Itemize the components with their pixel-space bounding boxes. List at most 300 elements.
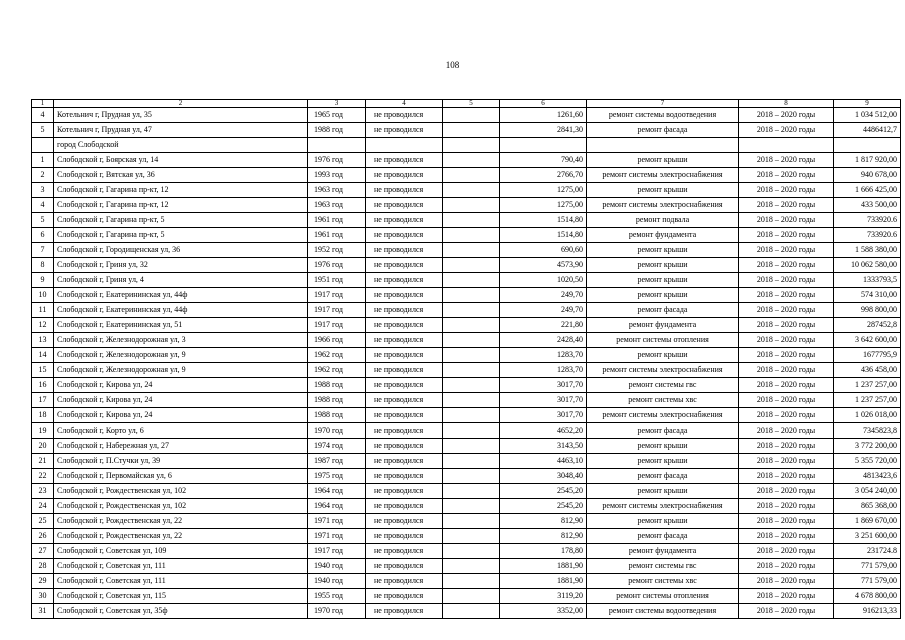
table-cell: 3 054 240,00	[834, 483, 901, 498]
table-cell: 2018 – 2020 годы	[739, 273, 834, 288]
table-cell	[443, 257, 500, 272]
column-number-header: 7	[587, 100, 739, 108]
table-cell: 1963 год	[308, 197, 366, 212]
table-cell: 1970 год	[308, 423, 366, 438]
table-cell: 1 869 670,00	[834, 513, 901, 528]
table-cell: 4463,10	[500, 453, 587, 468]
table-cell: Слободской г, Екатерининская ул, 51	[54, 318, 308, 333]
table-cell: 3 772 200,00	[834, 438, 901, 453]
table-cell: не проводился	[366, 288, 443, 303]
table-cell: 287452,8	[834, 318, 901, 333]
table-cell: ремонт системы электроснабжения	[587, 197, 739, 212]
table-cell: не проводился	[366, 513, 443, 528]
table-cell: 15	[32, 363, 54, 378]
table-cell	[739, 137, 834, 152]
table-cell: 1275,00	[500, 182, 587, 197]
table-cell: 1283,70	[500, 348, 587, 363]
table-cell: 3119,20	[500, 589, 587, 604]
table-cell: Слободской г, Екатерининская ул, 44ф	[54, 288, 308, 303]
table-cell: 1 026 018,00	[834, 408, 901, 423]
table-cell: ремонт системы электроснабжения	[587, 363, 739, 378]
table-cell: Слободской г, Советская ул, 111	[54, 573, 308, 588]
table-cell: Слободской г, Железнодорожная ул, 3	[54, 333, 308, 348]
table-cell	[366, 137, 443, 152]
table-cell: 2545,20	[500, 483, 587, 498]
table-row	[32, 273, 901, 288]
table-cell: 11	[32, 303, 54, 318]
table-cell: не проводился	[366, 333, 443, 348]
table-cell: 10 062 580,00	[834, 257, 901, 272]
column-number-header: 5	[443, 100, 500, 108]
table-cell: 1988 год	[308, 408, 366, 423]
table-cell: 690,60	[500, 242, 587, 257]
table-cell: не проводился	[366, 573, 443, 588]
table-cell: Слободской г, Кирова ул, 24	[54, 378, 308, 393]
table-cell: Слободской г, Советская ул, 111	[54, 558, 308, 573]
table-cell: Слободской г, Боярская ул, 14	[54, 152, 308, 167]
table-cell: 4	[32, 107, 54, 122]
table-cell: не проводился	[366, 212, 443, 227]
table-row	[32, 257, 901, 272]
table-cell: Слободской г, Кирова ул, 24	[54, 393, 308, 408]
table-cell: 2018 – 2020 годы	[739, 212, 834, 227]
table-cell	[443, 408, 500, 423]
table-row	[32, 498, 901, 513]
table-row	[32, 589, 901, 604]
table-row	[32, 604, 901, 619]
table-cell: ремонт системы отопления	[587, 589, 739, 604]
table-cell	[443, 348, 500, 363]
table-cell: 865 368,00	[834, 498, 901, 513]
table-cell: город Слободской	[54, 137, 308, 152]
table-cell: 1988 год	[308, 122, 366, 137]
table-cell: 31	[32, 604, 54, 619]
table-cell: 2018 – 2020 годы	[739, 227, 834, 242]
table-cell	[443, 528, 500, 543]
table-cell: 2018 – 2020 годы	[739, 483, 834, 498]
table-cell: 1955 год	[308, 589, 366, 604]
table-cell: ремонт системы водоотведения	[587, 604, 739, 619]
table-cell: 771 579,00	[834, 558, 901, 573]
table-cell: 2018 – 2020 годы	[739, 242, 834, 257]
table-row	[32, 152, 901, 167]
table-cell	[443, 107, 500, 122]
table-cell: 2018 – 2020 годы	[739, 513, 834, 528]
table-cell: ремонт фундамента	[587, 543, 739, 558]
table-cell: 1 817 920,00	[834, 152, 901, 167]
table-cell: 5	[32, 122, 54, 137]
table-cell: ремонт системы хвс	[587, 573, 739, 588]
table-cell: не проводился	[366, 107, 443, 122]
table-cell: 1514,80	[500, 227, 587, 242]
table-cell: 2	[32, 167, 54, 182]
table-cell: ремонт подвала	[587, 212, 739, 227]
table-cell: 3352,00	[500, 604, 587, 619]
table-cell: ремонт системы электроснабжения	[587, 408, 739, 423]
table-cell: Слободской г, Гагарина пр-кт, 12	[54, 197, 308, 212]
table-cell: 790,40	[500, 152, 587, 167]
table-cell: 1283,70	[500, 363, 587, 378]
table-cell: 1514,80	[500, 212, 587, 227]
table-cell	[443, 543, 500, 558]
table-row	[32, 423, 901, 438]
table-row	[32, 483, 901, 498]
table-row	[32, 182, 901, 197]
table-cell: ремонт фасада	[587, 303, 739, 318]
table-cell: 2018 – 2020 годы	[739, 589, 834, 604]
table-cell: 3143,50	[500, 438, 587, 453]
table-cell: не проводился	[366, 589, 443, 604]
table-cell: 1961 год	[308, 227, 366, 242]
table-cell: ремонт фундамента	[587, 227, 739, 242]
table-cell	[443, 573, 500, 588]
table-cell: 2766,70	[500, 167, 587, 182]
table-cell: 1 666 425,00	[834, 182, 901, 197]
table-cell: 2018 – 2020 годы	[739, 303, 834, 318]
table-cell: 1 237 257,00	[834, 393, 901, 408]
table-cell: 1974 год	[308, 438, 366, 453]
table-cell: 12	[32, 318, 54, 333]
table-cell: 20	[32, 438, 54, 453]
table-cell: не проводился	[366, 393, 443, 408]
table-cell	[443, 288, 500, 303]
table-cell	[443, 227, 500, 242]
table-cell: 2018 – 2020 годы	[739, 167, 834, 182]
table-cell: 1881,90	[500, 558, 587, 573]
table-cell: 231724.8	[834, 543, 901, 558]
table-row	[32, 393, 901, 408]
table-cell: 17	[32, 393, 54, 408]
table-cell: 178,80	[500, 543, 587, 558]
table-cell: Слободской г, Рождественская ул, 102	[54, 498, 308, 513]
table-cell: 1	[32, 152, 54, 167]
table-cell: 2018 – 2020 годы	[739, 528, 834, 543]
table-row	[32, 573, 901, 588]
table-cell: 13	[32, 333, 54, 348]
table-cell: 1917 год	[308, 288, 366, 303]
table-cell: 29	[32, 573, 54, 588]
table-cell	[443, 438, 500, 453]
table-cell: ремонт крыши	[587, 257, 739, 272]
table-cell: 1993 год	[308, 167, 366, 182]
table-cell: 2018 – 2020 годы	[739, 468, 834, 483]
table-cell: не проводился	[366, 528, 443, 543]
table-row	[32, 288, 901, 303]
table-cell: 10	[32, 288, 54, 303]
table-cell: ремонт крыши	[587, 182, 739, 197]
table-cell: 1952 год	[308, 242, 366, 257]
table-cell: ремонт системы электроснабжения	[587, 167, 739, 182]
table-cell: 23	[32, 483, 54, 498]
table-cell: 1261,60	[500, 107, 587, 122]
table-cell: ремонт фундамента	[587, 318, 739, 333]
table-cell: 2018 – 2020 годы	[739, 333, 834, 348]
table-cell: 2018 – 2020 годы	[739, 393, 834, 408]
table-cell: не проводился	[366, 318, 443, 333]
table-cell: 4 678 800,00	[834, 589, 901, 604]
table-cell: 14	[32, 348, 54, 363]
table-cell: 28	[32, 558, 54, 573]
page-number: 108	[445, 60, 460, 70]
table-cell	[500, 137, 587, 152]
table-cell: Котельнич г, Прудная ул, 47	[54, 122, 308, 137]
table-cell	[32, 137, 54, 152]
table-cell: 4813423,6	[834, 468, 901, 483]
table-cell: 3017,70	[500, 378, 587, 393]
table-cell: Котельнич г, Прудная ул, 35	[54, 107, 308, 122]
table-cell: Слободской г, Советская ул, 109	[54, 543, 308, 558]
table-header-row	[32, 100, 901, 108]
table-cell: 30	[32, 589, 54, 604]
table-cell	[443, 182, 500, 197]
table-cell: Слободской г, Рождественская ул, 102	[54, 483, 308, 498]
table-cell	[308, 137, 366, 152]
table-cell: не проводился	[366, 498, 443, 513]
table-cell: 436 458,00	[834, 363, 901, 378]
table-cell: не проводился	[366, 558, 443, 573]
table-cell: 1333793,5	[834, 273, 901, 288]
table-cell: не проводился	[366, 363, 443, 378]
table-cell: 433 500,00	[834, 197, 901, 212]
table-cell: ремонт крыши	[587, 152, 739, 167]
table-cell: не проводился	[366, 453, 443, 468]
table-cell: 25	[32, 513, 54, 528]
table-cell: 2018 – 2020 годы	[739, 423, 834, 438]
table-cell: не проводился	[366, 423, 443, 438]
table-cell: 1976 год	[308, 152, 366, 167]
table-cell: 1677795,9	[834, 348, 901, 363]
table-cell: 16	[32, 378, 54, 393]
table-cell	[443, 423, 500, 438]
table-cell: 7345823,8	[834, 423, 901, 438]
table-cell: 1 034 512,00	[834, 107, 901, 122]
table-cell	[834, 137, 901, 152]
table-cell: 3048,40	[500, 468, 587, 483]
table-cell: Слободской г, П.Стучки ул, 39	[54, 453, 308, 468]
table-row	[32, 453, 901, 468]
table-cell: ремонт крыши	[587, 242, 739, 257]
table-cell	[443, 604, 500, 619]
table-cell: 19	[32, 423, 54, 438]
table-cell: не проводился	[366, 242, 443, 257]
table-cell: 1970 год	[308, 604, 366, 619]
table-cell: ремонт фасада	[587, 528, 739, 543]
table-cell: не проводился	[366, 543, 443, 558]
table-cell: 2018 – 2020 годы	[739, 288, 834, 303]
table-cell: 2018 – 2020 годы	[739, 573, 834, 588]
table-cell	[443, 303, 500, 318]
table-cell	[443, 212, 500, 227]
table-cell: 1964 год	[308, 483, 366, 498]
table-cell: 3	[32, 182, 54, 197]
table-cell: 1976 год	[308, 257, 366, 272]
table-cell	[587, 137, 739, 152]
table-cell: 1971 год	[308, 528, 366, 543]
table-cell: не проводился	[366, 167, 443, 182]
table-cell: Слободской г, Гагарина пр-кт, 5	[54, 227, 308, 242]
table-cell	[443, 378, 500, 393]
table-cell: Слободской г, Советская ул, 35ф	[54, 604, 308, 619]
table-cell: ремонт системы хвс	[587, 393, 739, 408]
table-cell: 4573,90	[500, 257, 587, 272]
table-cell: Слободской г, Екатерининская ул, 44ф	[54, 303, 308, 318]
table-cell: 812,90	[500, 528, 587, 543]
table-cell: ремонт крыши	[587, 453, 739, 468]
table-row	[32, 528, 901, 543]
table-cell: Слободской г, Гриня ул, 32	[54, 257, 308, 272]
table-cell: 2018 – 2020 годы	[739, 197, 834, 212]
table-row	[32, 303, 901, 318]
table-row	[32, 333, 901, 348]
table-row	[32, 197, 901, 212]
table-cell: не проводился	[366, 408, 443, 423]
table-cell: 1988 год	[308, 378, 366, 393]
table-cell: 2841,30	[500, 122, 587, 137]
table-cell	[443, 137, 500, 152]
table-cell: 24	[32, 498, 54, 513]
table-row	[32, 408, 901, 423]
table-cell: не проводился	[366, 182, 443, 197]
table-cell: 1 588 380,00	[834, 242, 901, 257]
table-cell: 1964 год	[308, 498, 366, 513]
column-number-header: 3	[308, 100, 366, 108]
table-cell: не проводился	[366, 303, 443, 318]
table-cell: 1 237 257,00	[834, 378, 901, 393]
table-cell: 2018 – 2020 годы	[739, 182, 834, 197]
table-row	[32, 167, 901, 182]
table-cell: Слободской г, Гагарина пр-кт, 5	[54, 212, 308, 227]
column-number-header: 1	[32, 100, 54, 108]
table-cell: 2018 – 2020 годы	[739, 604, 834, 619]
table-cell: 2018 – 2020 годы	[739, 152, 834, 167]
table-cell: не проводился	[366, 438, 443, 453]
table-cell: 3017,70	[500, 408, 587, 423]
table-cell: 733920.6	[834, 227, 901, 242]
table-cell: 6	[32, 227, 54, 242]
table-cell: 2018 – 2020 годы	[739, 453, 834, 468]
table-cell: 940 678,00	[834, 167, 901, 182]
table-cell: 2018 – 2020 годы	[739, 543, 834, 558]
table-cell: 2018 – 2020 годы	[739, 257, 834, 272]
table-row	[32, 378, 901, 393]
table-row	[32, 543, 901, 558]
table-cell: 1940 год	[308, 558, 366, 573]
table-row	[32, 363, 901, 378]
table-cell: 4652,20	[500, 423, 587, 438]
table-cell	[443, 333, 500, 348]
table-cell: Слободской г, Гагарина пр-кт, 12	[54, 182, 308, 197]
table-cell: 1917 год	[308, 543, 366, 558]
table-cell	[443, 453, 500, 468]
table-cell	[443, 558, 500, 573]
table-cell: ремонт системы гвс	[587, 558, 739, 573]
table-cell: 1961 год	[308, 212, 366, 227]
table-cell: 21	[32, 453, 54, 468]
table-cell	[443, 468, 500, 483]
table-cell: Слободской г, Вятская ул, 36	[54, 167, 308, 182]
table-cell: 3 251 600,00	[834, 528, 901, 543]
table-cell: 812,90	[500, 513, 587, 528]
table-cell: ремонт крыши	[587, 348, 739, 363]
table-cell: 3 642 600,00	[834, 333, 901, 348]
table-cell: Слободской г, Кирова ул, 24	[54, 408, 308, 423]
table-row	[32, 348, 901, 363]
table-cell	[443, 513, 500, 528]
table-row	[32, 468, 901, 483]
table-cell: не проводился	[366, 152, 443, 167]
table-cell: Слободской г, Железнодорожная ул, 9	[54, 348, 308, 363]
table-cell: Слободской г, Гриня ул, 4	[54, 273, 308, 288]
table-cell: 18	[32, 408, 54, 423]
table-row	[32, 558, 901, 573]
table-cell: Слободской г, Набережная ул, 27	[54, 438, 308, 453]
table-cell: ремонт крыши	[587, 483, 739, 498]
table-cell: 1962 год	[308, 348, 366, 363]
table-cell: не проводился	[366, 273, 443, 288]
repair-schedule-table	[31, 99, 901, 619]
column-number-header: 4	[366, 100, 443, 108]
table-row	[32, 122, 901, 137]
table-cell: не проводился	[366, 468, 443, 483]
table-cell: не проводился	[366, 483, 443, 498]
table-row	[32, 107, 901, 122]
table-cell: 2018 – 2020 годы	[739, 107, 834, 122]
table-cell: 2018 – 2020 годы	[739, 438, 834, 453]
table-cell	[443, 122, 500, 137]
table-cell: 998 800,00	[834, 303, 901, 318]
table-cell: 2018 – 2020 годы	[739, 318, 834, 333]
table-cell: 1917 год	[308, 318, 366, 333]
table-row	[32, 212, 901, 227]
table-cell	[443, 197, 500, 212]
table-cell: 1951 год	[308, 273, 366, 288]
table-cell: не проводился	[366, 122, 443, 137]
table-cell: 1965 год	[308, 107, 366, 122]
table-cell: ремонт фасада	[587, 423, 739, 438]
table-cell: 27	[32, 543, 54, 558]
table-cell: 2018 – 2020 годы	[739, 408, 834, 423]
table-cell: Слободской г, Городищенская ул, 36	[54, 242, 308, 257]
table-cell: 8	[32, 257, 54, 272]
table-cell: ремонт системы отопления	[587, 333, 739, 348]
table-cell	[443, 393, 500, 408]
table-cell: ремонт крыши	[587, 513, 739, 528]
table-cell: 221,80	[500, 318, 587, 333]
table-cell: Слободской г, Корто ул, 6	[54, 423, 308, 438]
table-cell: 1966 год	[308, 333, 366, 348]
table-row	[32, 242, 901, 257]
table-cell: ремонт системы водоотведения	[587, 107, 739, 122]
table-row	[32, 513, 901, 528]
table-cell: ремонт фасада	[587, 122, 739, 137]
table-cell: Слободской г, Советская ул, 115	[54, 589, 308, 604]
table-cell: 7	[32, 242, 54, 257]
table-row	[32, 438, 901, 453]
table-row	[32, 318, 901, 333]
table-cell: 5	[32, 212, 54, 227]
table-cell: 1971 год	[308, 513, 366, 528]
table-cell: ремонт системы электроснабжения	[587, 498, 739, 513]
table-cell: 916213,33	[834, 604, 901, 619]
table-cell	[443, 483, 500, 498]
table-cell: 2018 – 2020 годы	[739, 363, 834, 378]
table-cell: 1020,50	[500, 273, 587, 288]
table-cell	[443, 318, 500, 333]
table-cell: Слободской г, Железнодорожная ул, 9	[54, 363, 308, 378]
table-cell: 1975 год	[308, 468, 366, 483]
table-cell: не проводился	[366, 257, 443, 272]
table-cell: 2018 – 2020 годы	[739, 558, 834, 573]
